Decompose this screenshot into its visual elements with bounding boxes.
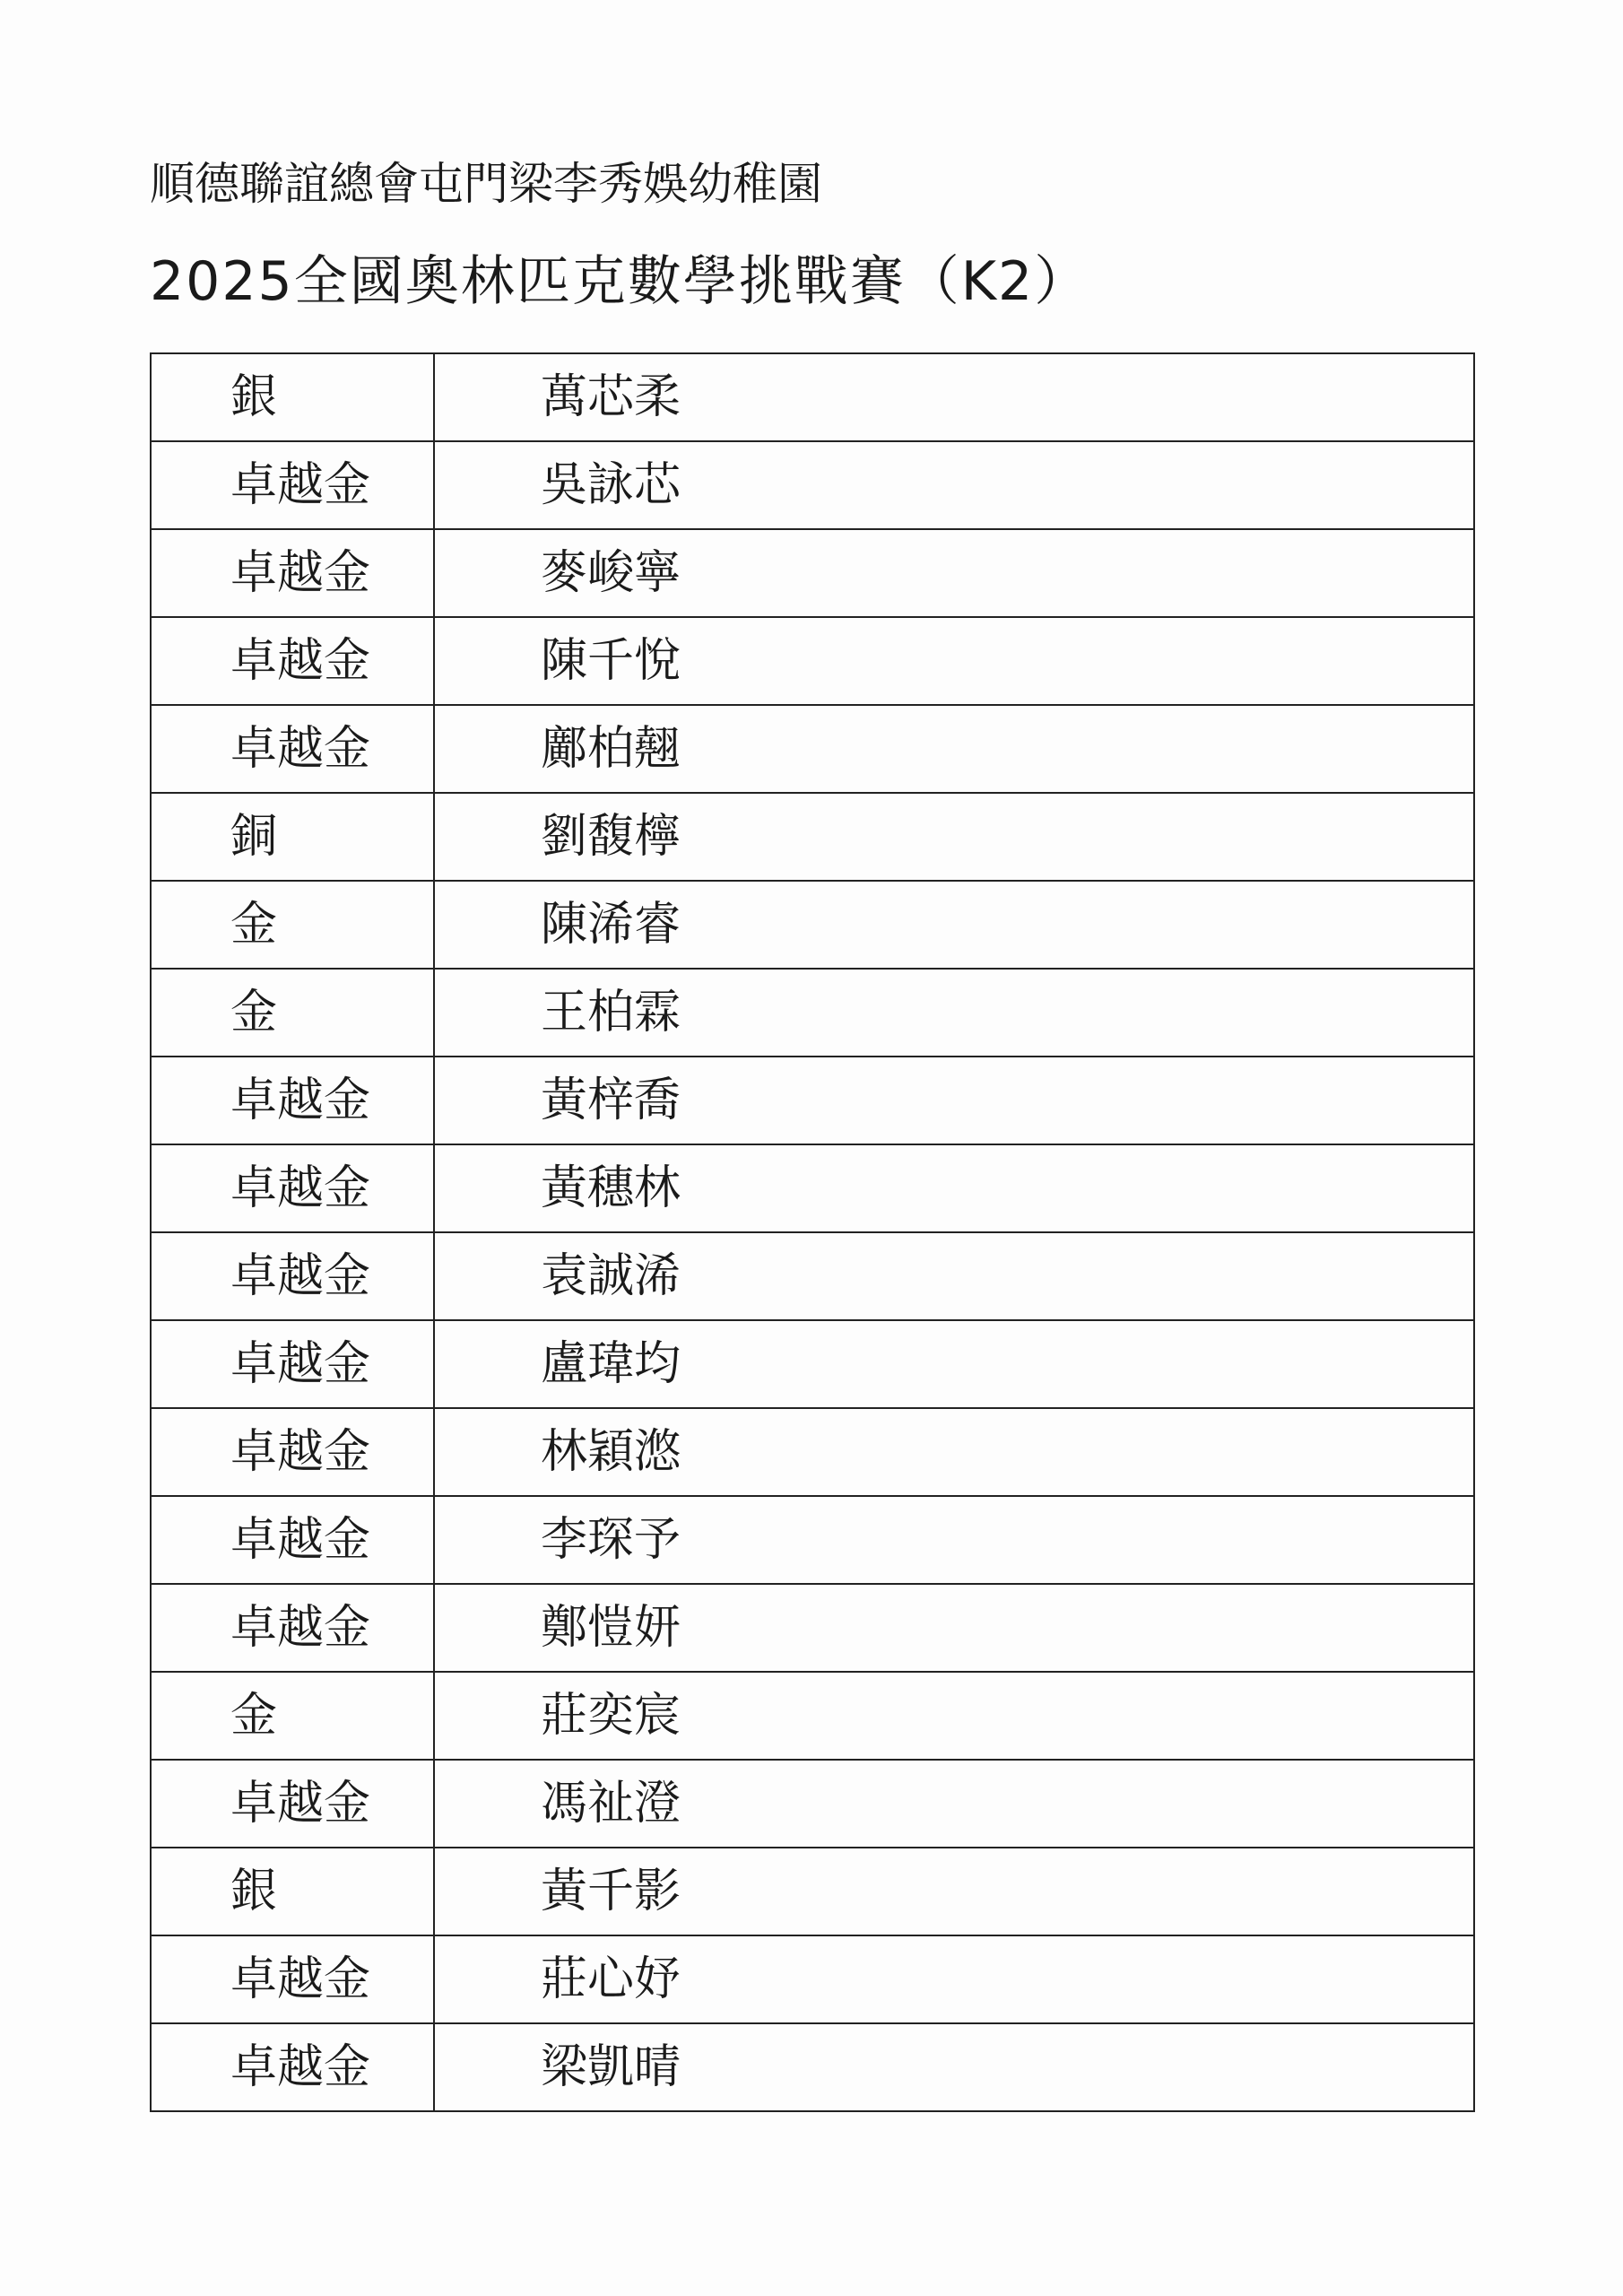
student-name-cell: 王柏霖 <box>434 969 1474 1057</box>
award-cell: 卓越金 <box>151 1584 434 1672</box>
award-cell: 卓越金 <box>151 441 434 529</box>
table-row <box>151 1232 1474 1320</box>
table-row <box>151 1496 1474 1584</box>
student-name-cell: 袁誠浠 <box>434 1232 1474 1320</box>
contest-title: 2025全國奧林匹克數學挑戰賽（K2） <box>150 250 1090 313</box>
award-cell: 卓越金 <box>151 1057 434 1144</box>
student-name-cell: 莊心妤 <box>434 1935 1474 2023</box>
award-cell: 銀 <box>151 1848 434 1935</box>
student-name-cell: 黃穗林 <box>434 1144 1474 1232</box>
table-row <box>151 1408 1474 1496</box>
table-row <box>151 1320 1474 1408</box>
table-row <box>151 705 1474 793</box>
award-cell: 卓越金 <box>151 705 434 793</box>
student-name-cell: 盧瑋均 <box>434 1320 1474 1408</box>
student-name-cell: 李琛予 <box>434 1496 1474 1584</box>
student-name-cell: 黃千影 <box>434 1848 1474 1935</box>
school-name: 順德聯誼總會屯門梁李秀娛幼稚園 <box>150 158 822 210</box>
award-cell: 卓越金 <box>151 1408 434 1496</box>
table-row <box>151 353 1474 441</box>
student-name-cell: 莊奕宸 <box>434 1672 1474 1760</box>
award-cell: 卓越金 <box>151 1760 434 1848</box>
student-name-cell: 黃梓喬 <box>434 1057 1474 1144</box>
table-row <box>151 881 1474 969</box>
award-cell: 銀 <box>151 353 434 441</box>
results-table-body <box>151 353 1474 2111</box>
student-name-cell: 馮祉澄 <box>434 1760 1474 1848</box>
award-cell: 卓越金 <box>151 1935 434 2023</box>
table-row <box>151 1672 1474 1760</box>
results-table <box>150 352 1475 2112</box>
award-cell: 金 <box>151 969 434 1057</box>
student-name-cell: 麥峻寧 <box>434 529 1474 617</box>
student-name-cell: 鄭愷妍 <box>434 1584 1474 1672</box>
table-row <box>151 793 1474 881</box>
award-cell: 卓越金 <box>151 617 434 705</box>
student-name-cell: 劉馥檸 <box>434 793 1474 881</box>
student-name-cell: 鄺柏翹 <box>434 705 1474 793</box>
award-cell: 卓越金 <box>151 1232 434 1320</box>
award-cell: 銅 <box>151 793 434 881</box>
table-row <box>151 1144 1474 1232</box>
table-row <box>151 1760 1474 1848</box>
table-row <box>151 1935 1474 2023</box>
award-cell: 卓越金 <box>151 1144 434 1232</box>
table-row <box>151 529 1474 617</box>
table-row <box>151 441 1474 529</box>
table-row <box>151 1057 1474 1144</box>
award-cell: 卓越金 <box>151 2023 434 2111</box>
table-row <box>151 1584 1474 1672</box>
student-name-cell: 林穎滺 <box>434 1408 1474 1496</box>
table-row <box>151 969 1474 1057</box>
award-cell: 金 <box>151 881 434 969</box>
award-cell: 卓越金 <box>151 529 434 617</box>
table-row <box>151 2023 1474 2111</box>
student-name-cell: 吳詠芯 <box>434 441 1474 529</box>
table-row <box>151 617 1474 705</box>
student-name-cell: 梁凱晴 <box>434 2023 1474 2111</box>
student-name-cell: 陳千悅 <box>434 617 1474 705</box>
award-cell: 金 <box>151 1672 434 1760</box>
student-name-cell: 陳浠睿 <box>434 881 1474 969</box>
award-cell: 卓越金 <box>151 1320 434 1408</box>
table-row <box>151 1848 1474 1935</box>
award-cell: 卓越金 <box>151 1496 434 1584</box>
student-name-cell: 萬芯柔 <box>434 353 1474 441</box>
